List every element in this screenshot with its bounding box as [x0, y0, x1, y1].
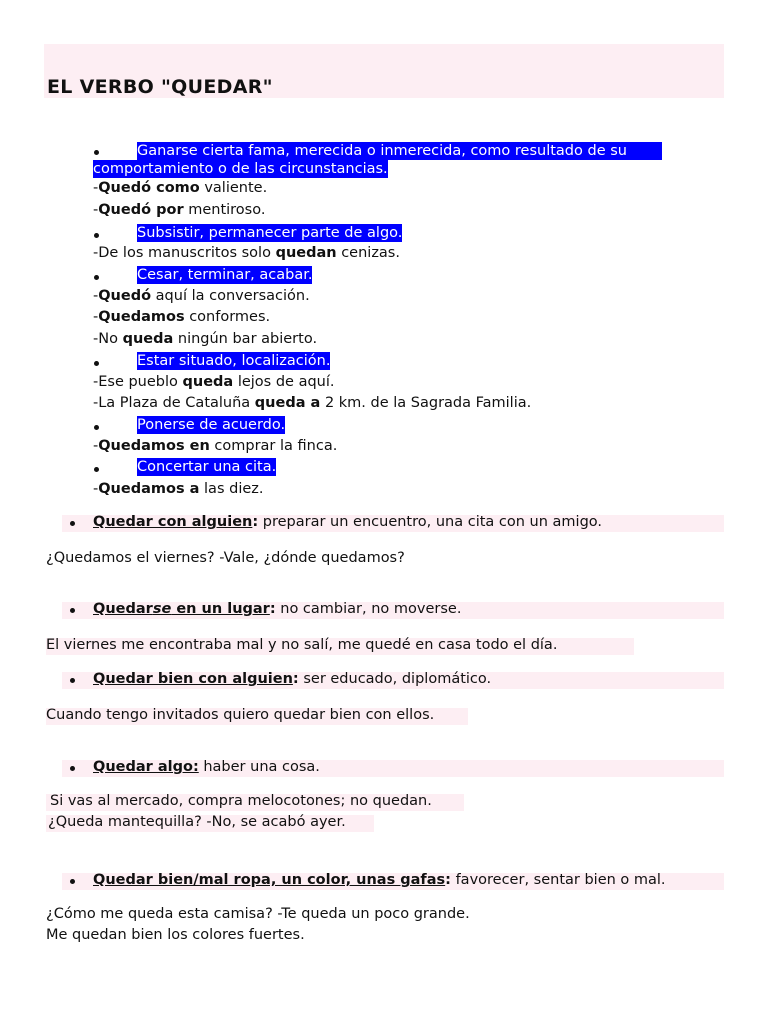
example-line: -Quedó como valiente. — [93, 180, 268, 196]
bullet-icon — [70, 521, 75, 526]
example-line: -De los manuscritos solo quedan cenizas. — [93, 245, 400, 261]
page-title: EL VERBO "QUEDAR" — [47, 76, 273, 98]
bullet-icon — [70, 678, 75, 683]
example-line: -Quedamos en comprar la finca. — [93, 438, 338, 454]
definition-1-line-1: Ganarse cierta fama, merecida o inmerecida, como resultado de su — [137, 142, 662, 160]
example-line: -Quedó por mentiroso. — [93, 202, 266, 218]
section-heading: Quedar con alguien: preparar un encuentro, una cita con un amigo. — [93, 514, 603, 530]
section-heading: Quedar bien con alguien: ser educado, diplomático. — [93, 671, 492, 687]
section-heading: Quedar algo: haber una cosa. — [93, 759, 320, 775]
section-heading: Quedarse en un lugar: no cambiar, no moverse. — [93, 601, 462, 617]
definition-2: Subsistir, permanecer parte de algo. — [137, 225, 403, 241]
section-example: ¿Queda mantequilla? -No, se acabó ayer. — [48, 814, 346, 830]
definition-5: Ponerse de acuerdo. — [137, 417, 286, 433]
bullet-icon — [94, 150, 99, 155]
example-line: -Quedó aquí la conversación. — [93, 288, 310, 304]
section-example: ¿Cómo me queda esta camisa? -Te queda un poco grande. — [46, 906, 470, 922]
definition-3: Cesar, terminar, acabar. — [137, 267, 313, 283]
bullet-icon — [94, 275, 99, 280]
section-heading: Quedar bien/mal ropa, un color, unas gafas: favorecer, sentar bien o mal. — [93, 872, 666, 888]
example-line: -Quedamos conformes. — [93, 309, 271, 325]
section-example: Me quedan bien los colores fuertes. — [46, 927, 305, 943]
example-line: -No queda ningún bar abierto. — [93, 331, 318, 347]
section-example: El viernes me encontraba mal y no salí, me quedé en casa todo el día. — [46, 637, 558, 653]
example-line: -La Plaza de Cataluña queda a 2 km. de la Sagrada Familia. — [93, 395, 532, 411]
example-line: -Quedamos a las diez. — [93, 481, 264, 497]
bullet-icon — [94, 467, 99, 472]
bullet-icon — [70, 879, 75, 884]
bullet-icon — [70, 766, 75, 771]
section-example: ¿Quedamos el viernes? -Vale, ¿dónde quedamos? — [46, 550, 405, 566]
bullet-icon — [94, 233, 99, 238]
example-line: -Ese pueblo queda lejos de aquí. — [93, 374, 335, 390]
bullet-icon — [70, 608, 75, 613]
definition-1-line-2: comportamiento o de las circunstancias. — [93, 161, 388, 177]
definition-4: Estar situado, localización. — [137, 353, 331, 369]
definition-6: Concertar una cita. — [137, 459, 277, 475]
bullet-icon — [94, 425, 99, 430]
bullet-icon — [94, 361, 99, 366]
section-example: Cuando tengo invitados quiero quedar bien con ellos. — [46, 707, 435, 723]
section-example: Si vas al mercado, compra melocotones; no quedan. — [50, 793, 432, 809]
